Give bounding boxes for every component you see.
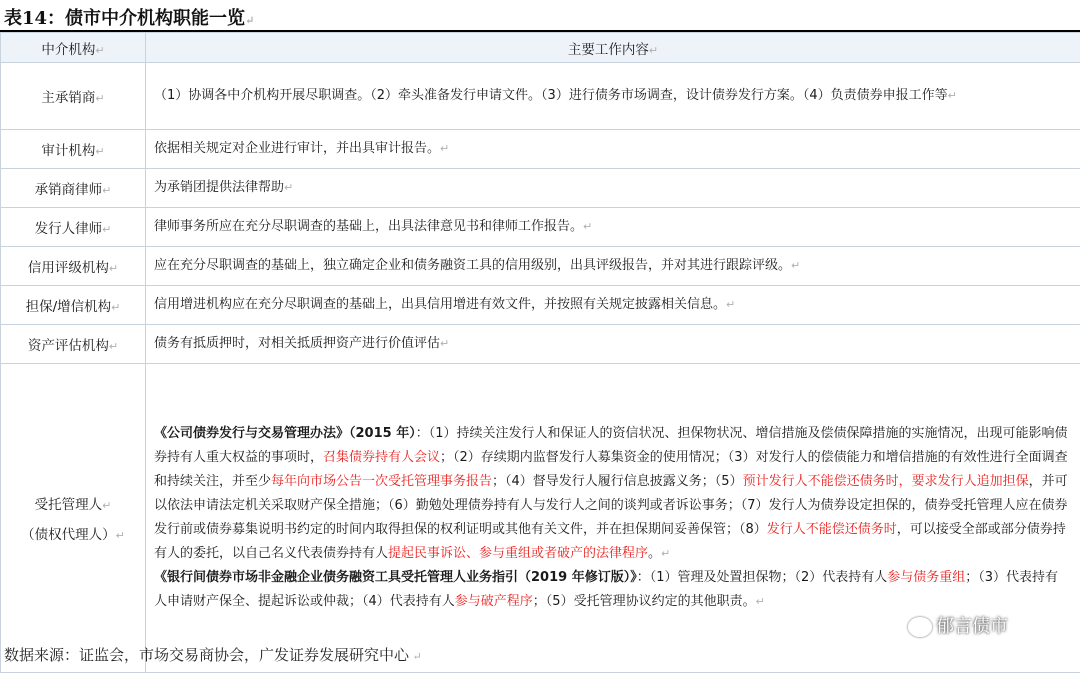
content-cell: 应在充分尽职调查的基础上，独立确定企业和债务融资工具的信用级别，出具评级报告，并对其进行跟踪评级。↵ — [146, 247, 1080, 286]
table-row — [1, 286, 1080, 325]
content-cell: 债务有抵质押时，对相关抵质押资产进行价值评估↵ — [146, 325, 1080, 364]
org-cell: 主承销商↵ — [1, 63, 146, 130]
org-cell: 资产评估机构↵ — [1, 325, 146, 364]
org-cell — [1, 364, 146, 673]
table-row — [1, 169, 1080, 208]
content-cell: 信用增进机构应在充分尽职调查的基础上，出具信用增进有效文件，并按照有关规定披露相关信息。↵ — [146, 286, 1080, 325]
trustee-paragraph-2: 《银行间债券市场非金融企业债务融资工具受托管理人业务指引（2019 年修订版）》：（1）管理及处置担保物；（2）代表持有人参与债务重组；（3）代表持有人申请财产保全、提起诉讼或仲裁；（4）代表持有人参与破产程序；（5）受托管理协议约定的其他职责。↵ — [154, 566, 1070, 614]
org-cell: 担保/增信机构↵ — [1, 286, 146, 325]
intermediary-table — [0, 32, 1080, 673]
header-main-work: 主要工作内容↵ — [146, 33, 1080, 63]
org-cell: 信用评级机构↵ — [1, 247, 146, 286]
table-row — [1, 208, 1080, 247]
data-source-note: 数据来源：证监会，市场交易商协会，广发证券发展研究中心 ↵ — [4, 644, 422, 665]
table-row — [1, 325, 1080, 364]
content-cell: 为承销团提供法律帮助↵ — [146, 169, 1080, 208]
trustee-paragraph-1: 《公司债券发行与交易管理办法》（2015 年）：（1）持续关注发行人和保证人的资信状况、担保物状况、增信措施及偿债保障措施的实施情况，出现可能影响债券持有人重大权益的事项时，召集债券持有人会议；（2）存续期内监督发行人募集资金的使用情况；（3）对发行人的偿债能力和增信措施的有效性进行全面调查和持续关注，并至少每年向市场公告一次受托管理事务报告；（4）督导发行人履行信息披露义务；（5）预计发行人不能偿还债务时，要求发行人追加担保，并可以依法申请法定机关采取财产保全措施；（6）勤勉处理债券持有人与发行人之间的谈判或者诉讼事务；（7）发行人为债券设定担保的，债券受托管理人应在债券发行前或债券募集说明书约定的时间内取得担保的权利证明或其他有关文件，并在担保期间妥善保管；（8）发行人不能偿还债务时，可以接受全部或部分债券持有人的委托，以自己名义代表债券持有人提起民事诉讼、参与重组或者破产的法律程序。↵ — [154, 422, 1070, 566]
org-cell: 审计机构↵ — [1, 130, 146, 169]
header-intermediary: 中介机构↵ — [1, 33, 146, 63]
wechat-icon — [908, 617, 932, 637]
table-row — [1, 247, 1080, 286]
content-cell: （1）协调各中介机构开展尽职调查。（2）牵头准备发行申请文件。（3）进行债务市场调查，设计债券发行方案。（4）负责债券申报工作等↵ — [146, 63, 1080, 130]
table-row — [1, 130, 1080, 169]
table-header-row — [1, 33, 1080, 63]
table-title: 表14：债市中介机构职能一览↵ — [4, 4, 254, 30]
content-cell: 律师事务所应在充分尽职调查的基础上，出具法律意见书和律师工作报告。↵ — [146, 208, 1080, 247]
org-cell: 承销商律师↵ — [1, 169, 146, 208]
trustee-org-name: 受托管理人↵ — [1, 493, 145, 513]
content-cell: 依据相关规定对企业进行审计，并出具审计报告。↵ — [146, 130, 1080, 169]
watermark: 郁言债市 — [908, 612, 1008, 638]
table-row — [1, 63, 1080, 130]
trustee-org-alias: （债权代理人）↵ — [1, 523, 145, 543]
org-cell: 发行人律师↵ — [1, 208, 146, 247]
